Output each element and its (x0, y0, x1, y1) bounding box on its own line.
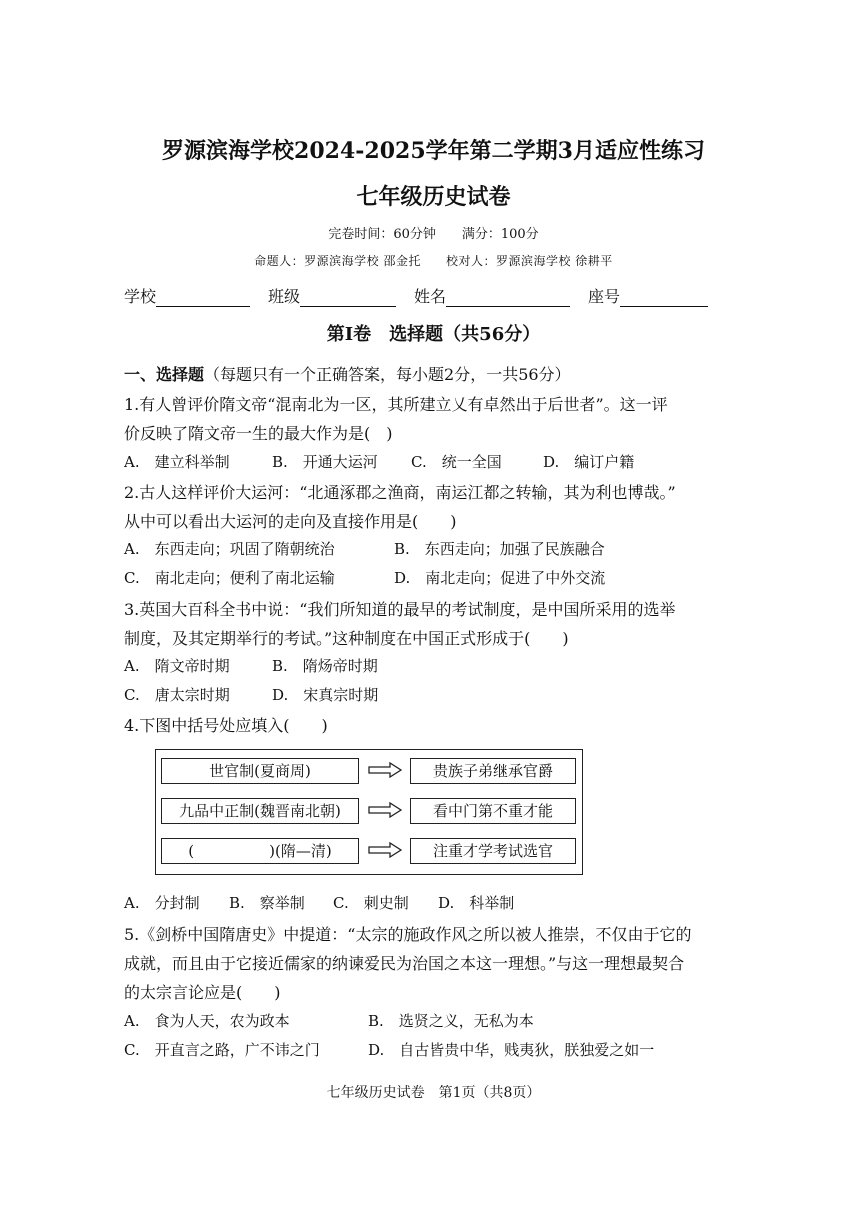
diagram-left-box-2: 九品中正制(魏晋南北朝) (161, 798, 359, 824)
seat-field (588, 284, 708, 307)
question-3-line-2: 制度，及其定期举行的考试。”这种制度在中国正式形成于( ) (124, 629, 569, 648)
q5-option-b[interactable]: B. 选贤之义，无私为本 (368, 1012, 534, 1030)
class-label: 班级 (268, 287, 301, 306)
question-4-line-1: 4.下图中括号处应填入( ) (124, 716, 328, 735)
authors-info: 命题人：罗源滨海学校 邵金托 校对人：罗源滨海学校 徐耕平 (254, 254, 613, 268)
q2-option-d[interactable]: D. 南北走向；促进了中外交流 (394, 569, 606, 587)
question-1-line-1: 1.有人曾评价隋文帝“混南北为一区，其所建立乂有卓然出于后世者”。这一评 (124, 395, 668, 414)
q1-option-a[interactable]: A. 建立科举制 (124, 453, 230, 471)
arrow-icon (368, 762, 402, 778)
diagram-left-box-3: ( )(隋—清) (161, 838, 359, 864)
diagram-right-box-1: 贵族子弟继承官爵 (410, 758, 576, 784)
q3-option-c[interactable]: C. 唐太宗时期 (124, 686, 230, 704)
arrow-icon (368, 802, 402, 818)
section-title: 第Ⅰ卷 选择题（共56分） (326, 324, 541, 345)
class-blank[interactable] (300, 288, 396, 307)
q2-option-a[interactable]: A. 东西走向；巩固了隋朝统治 (124, 540, 335, 558)
question-5-line-2: 成就，而且由于它接近儒家的纳谏爱民为治国之本这一理想。”与这一理想最契合 (124, 954, 685, 973)
question-5-line-1: 5.《剑桥中国隋唐史》中提道：“太宗的施政作风之所以被人推崇，不仅由于它的 (124, 925, 692, 944)
page-footer: 七年级历史试卷 第1页（共8页） (326, 1085, 541, 1101)
question-1-line-2: 价反映了隋文帝一生的最大作为是( ) (124, 424, 393, 443)
school-blank[interactable] (156, 288, 250, 307)
q5-option-d[interactable]: D. 自古皆贵中华，贱夷狄，朕独爱之如一 (368, 1041, 655, 1059)
name-blank[interactable] (446, 288, 570, 307)
question-2-line-2: 从中可以看出大运河的走向及直接作用是( ) (124, 512, 457, 531)
question-5-line-3: 的太宗言论应是( ) (124, 983, 281, 1002)
q3-option-b[interactable]: B. 隋炀帝时期 (272, 657, 378, 675)
name-field (414, 284, 570, 307)
q5-option-c[interactable]: C. 开直言之路，广不讳之门 (124, 1041, 320, 1059)
q4-option-c[interactable]: C. 刺史制 (333, 894, 409, 912)
q2-option-b[interactable]: B. 东西走向；加强了民族融合 (394, 540, 605, 558)
q4-option-a[interactable]: A. 分封制 (124, 894, 200, 912)
class-field (268, 284, 396, 307)
school-field (124, 284, 250, 307)
arrow-icon (368, 842, 402, 858)
school-label: 学校 (124, 287, 157, 306)
seat-blank[interactable] (620, 288, 708, 307)
instructions-label: 一、选择题 (124, 365, 205, 384)
official-selection-diagram (155, 749, 583, 875)
question-2-line-1: 2.古人这样评价大运河：“北通涿郡之渔商，南运江都之转输，其为利也博哉。” (124, 483, 676, 502)
q5-option-a[interactable]: A. 食为人天，农为政本 (124, 1012, 290, 1030)
q4-option-d[interactable]: D. 科举制 (438, 894, 515, 912)
q1-option-c[interactable]: C. 统一全国 (411, 453, 502, 471)
diagram-left-box-1: 世官制(夏商周) (161, 758, 359, 784)
seat-label: 座号 (588, 287, 621, 306)
q1-option-b[interactable]: B. 开通大运河 (272, 453, 378, 471)
name-label: 姓名 (414, 287, 447, 306)
diagram-right-box-3: 注重才学考试选官 (410, 838, 576, 864)
student-info-fields (124, 284, 708, 307)
q3-option-a[interactable]: A. 隋文帝时期 (124, 657, 230, 675)
instructions (124, 362, 571, 385)
question-3-line-1: 3.英国大百科全书中说：“我们所知道的最早的考试制度，是中国所采用的选举 (124, 600, 676, 619)
q3-option-d[interactable]: D. 宋真宗时期 (272, 686, 379, 704)
exam-subtitle: 七年级历史试卷 (356, 184, 511, 210)
q2-option-c[interactable]: C. 南北走向；便利了南北运输 (124, 569, 335, 587)
q4-option-b[interactable]: B. 察举制 (229, 894, 305, 912)
instructions-text: （每题只有一个正确答案，每小题2分，一共56分） (204, 365, 571, 384)
time-score-info: 完卷时间：60分钟 满分：100分 (328, 227, 539, 242)
exam-title: 罗源滨海学校2024-2025学年第二学期3月适应性练习 (162, 138, 705, 164)
diagram-right-box-2: 看中门第不重才能 (410, 798, 576, 824)
q1-option-d[interactable]: D. 编订户籍 (543, 453, 635, 471)
